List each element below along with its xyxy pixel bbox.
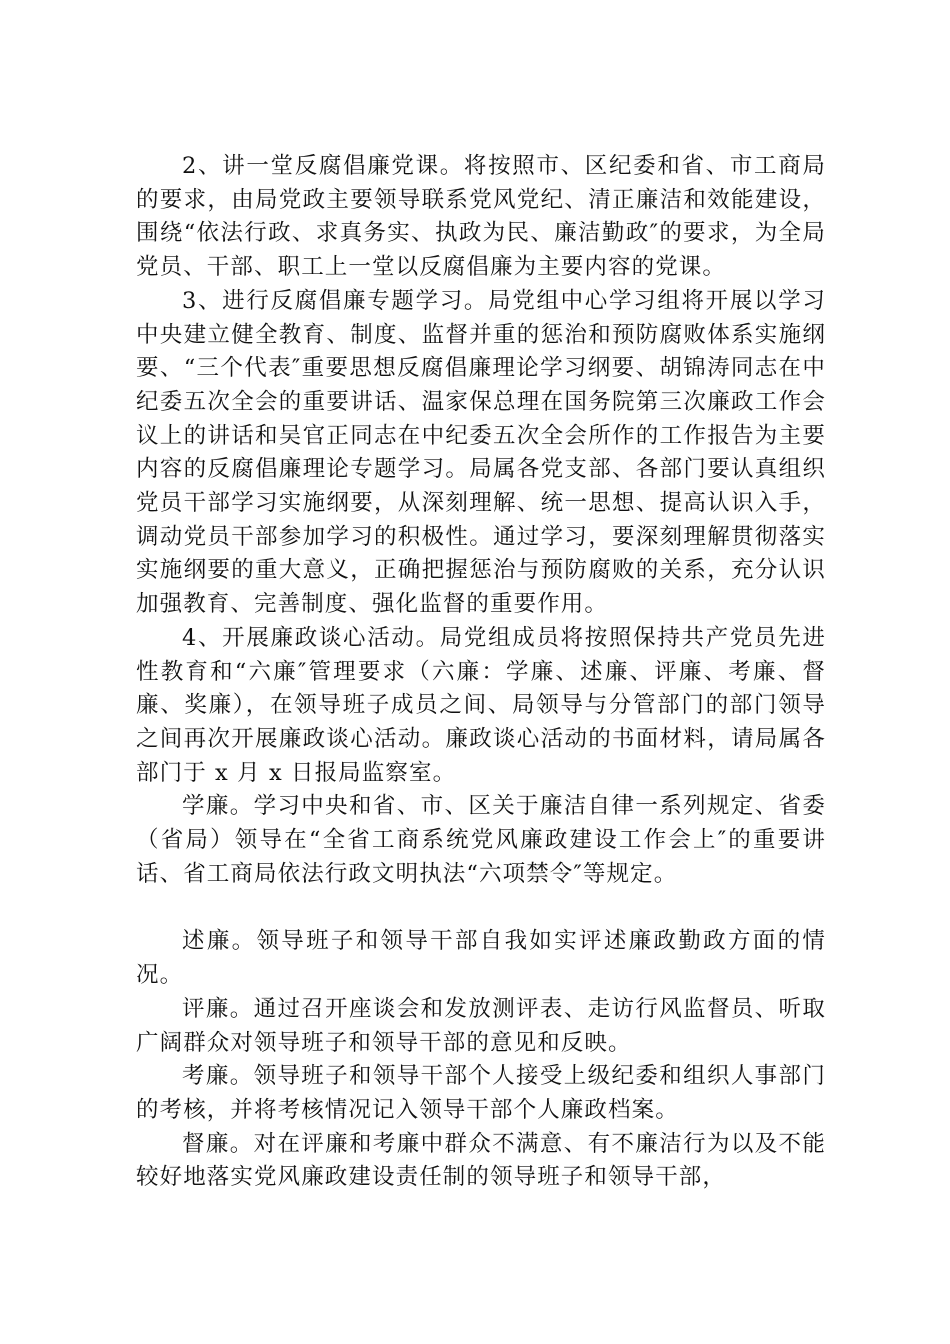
paragraph-party-lecture: 2、讲一堂反腐倡廉党课。将按照市、区纪委和省、市工商局的要求，由局党政主要领导联系党风党纪、清正廉洁和效能建设，围绕“依法行政、求真务实、执政为民、廉洁勤政″的要求，为全局党员、干部、职工上一堂以反腐倡廉为主要内容的党课。 bbox=[136, 153, 826, 281]
paragraph-kao-lian: 考廉。领导班子和领导干部个人接受上级纪委和组织人事部门的考核，并将考核情况记入领导干部个人廉政档案。 bbox=[136, 1063, 826, 1123]
paragraph-xue-lian: 学廉。学习中央和省、市、区关于廉洁自律一系列规定、省委（省局）领导在“全省工商系统党风廉政建设工作会上″的重要讲话、省工商局依法行政文明执法“六项禁令″等规定。 bbox=[136, 793, 826, 887]
paragraph-special-study: 3、进行反腐倡廉专题学习。局党组中心学习组将开展以学习中央建立健全教育、制度、监督并重的惩治和预防腐败体系实施纲要、“三个代表″重要思想反腐倡廉理论学习纲要、胡锦涛同志在中纪委五次全会的重要讲话、温家保总理在国务院第三次廉政工作会议上的讲话和吴官正同志在中纪委五次全会所作的工作报告为主要内容的反腐倡廉理论专题学习。局属各党支部、各部门要认真组织党员干部学习实施纲要，从深刻理解、统一思想、提高认识入手，调动党员干部参加学习的积极性。通过学习，要深刻理解贯彻落实实施纲要的重大意义，正确把握惩治与预防腐败的关系，充分认识加强教育、完善制度、强化监督的重要作用。 bbox=[136, 287, 826, 618]
paragraph-heart-to-heart-talk: 4、开展廉政谈心活动。局党组成员将按照保持共产党员先进性教育和“六廉″管理要求（六廉：学廉、述廉、评廉、考廉、督廉、奖廉），在领导班子成员之间、局领导与分管部门的部门领导之间再次开展廉政谈心活动。廉政谈心活动的书面材料，请局属各部门于 x 月 x 日报局监察室。 bbox=[136, 624, 826, 786]
paragraph-du-lian: 督廉。对在评廉和考廉中群众不满意、有不廉洁行为以及不能较好地落实党风廉政建设责任制的领导班子和领导干部， bbox=[136, 1130, 826, 1191]
document-body bbox=[136, 150, 826, 1195]
paragraph-shu-lian: 述廉。领导班子和领导干部自我如实评述廉政勤政方面的情况。 bbox=[136, 928, 826, 989]
paragraph-ping-lian: 评廉。通过召开座谈会和发放测评表、走访行风监督员、听取广阔群众对领导班子和领导干部的意见和反映。 bbox=[136, 995, 826, 1056]
paragraph-spacer bbox=[136, 891, 826, 925]
